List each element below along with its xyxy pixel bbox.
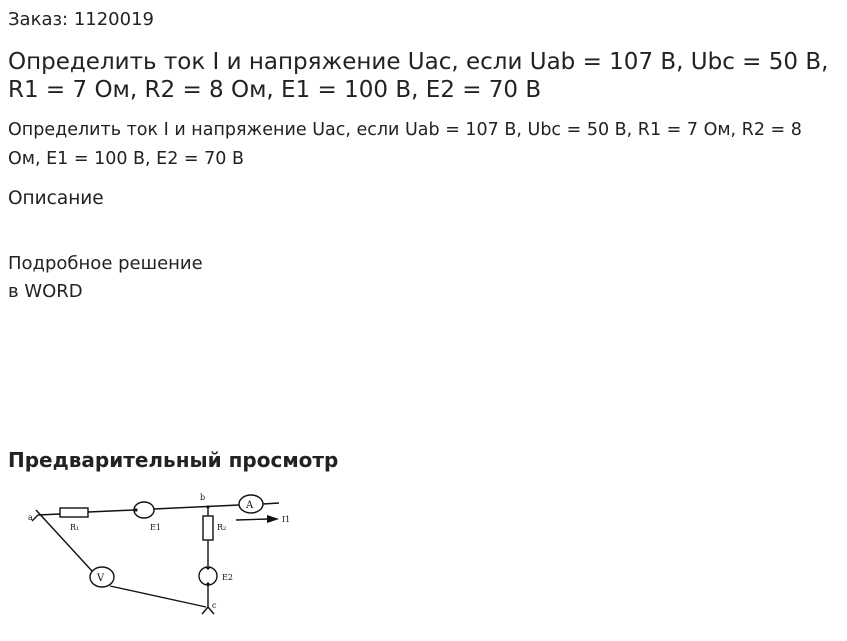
node-b-dot [206, 505, 209, 508]
e2-label: E2 [222, 573, 233, 582]
r1-resistor [60, 508, 88, 517]
node-a-label: a [28, 513, 33, 522]
current-label: I1 [282, 515, 291, 524]
solution-note-line1: Подробное решение [8, 253, 203, 274]
e1-label: E1 [150, 523, 161, 532]
e1-polarity-dot [134, 508, 137, 511]
wire-r1-e1 [88, 510, 134, 512]
wire-e1-ammeter [154, 505, 239, 509]
wire-ammeter-end [263, 503, 279, 504]
node-c-label: c [212, 601, 217, 610]
current-arrow-line [236, 519, 269, 520]
r1-label: R₁ [70, 523, 80, 532]
node-c-fork-left [202, 607, 208, 614]
r2-label: R₂ [217, 523, 227, 532]
current-arrow-head [267, 515, 279, 523]
solution-note-line2: в WORD [8, 281, 83, 302]
wire-voltmeter-c [110, 586, 206, 607]
product-title: Определить ток I и напряжение Uac, если Uab = 107 В, Ubc = 50 В, R1 = 7 Ом, R2 = 8 Ом, E1 = 100 В, E2 = 70 В [8, 49, 829, 103]
description-section-label: Описание [8, 188, 104, 209]
product-description: Определить ток I и напряжение Uac, если Uab = 107 В, Ubc = 50 В, R1 = 7 Ом, R2 = 8 Ом, E1 = 100 В, E2 = 70 В [8, 120, 802, 169]
node-a-fork [32, 515, 38, 521]
wire-a-voltmeter [36, 510, 92, 571]
node-b-label: b [200, 493, 206, 502]
circuit-diagram [24, 490, 304, 620]
voltmeter-symbol: V [97, 573, 105, 584]
solution-note [8, 250, 203, 306]
e2-polarity-bottom [206, 582, 209, 585]
r2-resistor [203, 516, 213, 540]
e2-source [199, 567, 217, 585]
order-number: Заказ: 1120019 [8, 9, 154, 30]
ammeter-symbol: A [246, 500, 254, 511]
e2-polarity-top [206, 566, 209, 569]
preview-heading: Предварительный просмотр [8, 448, 339, 472]
